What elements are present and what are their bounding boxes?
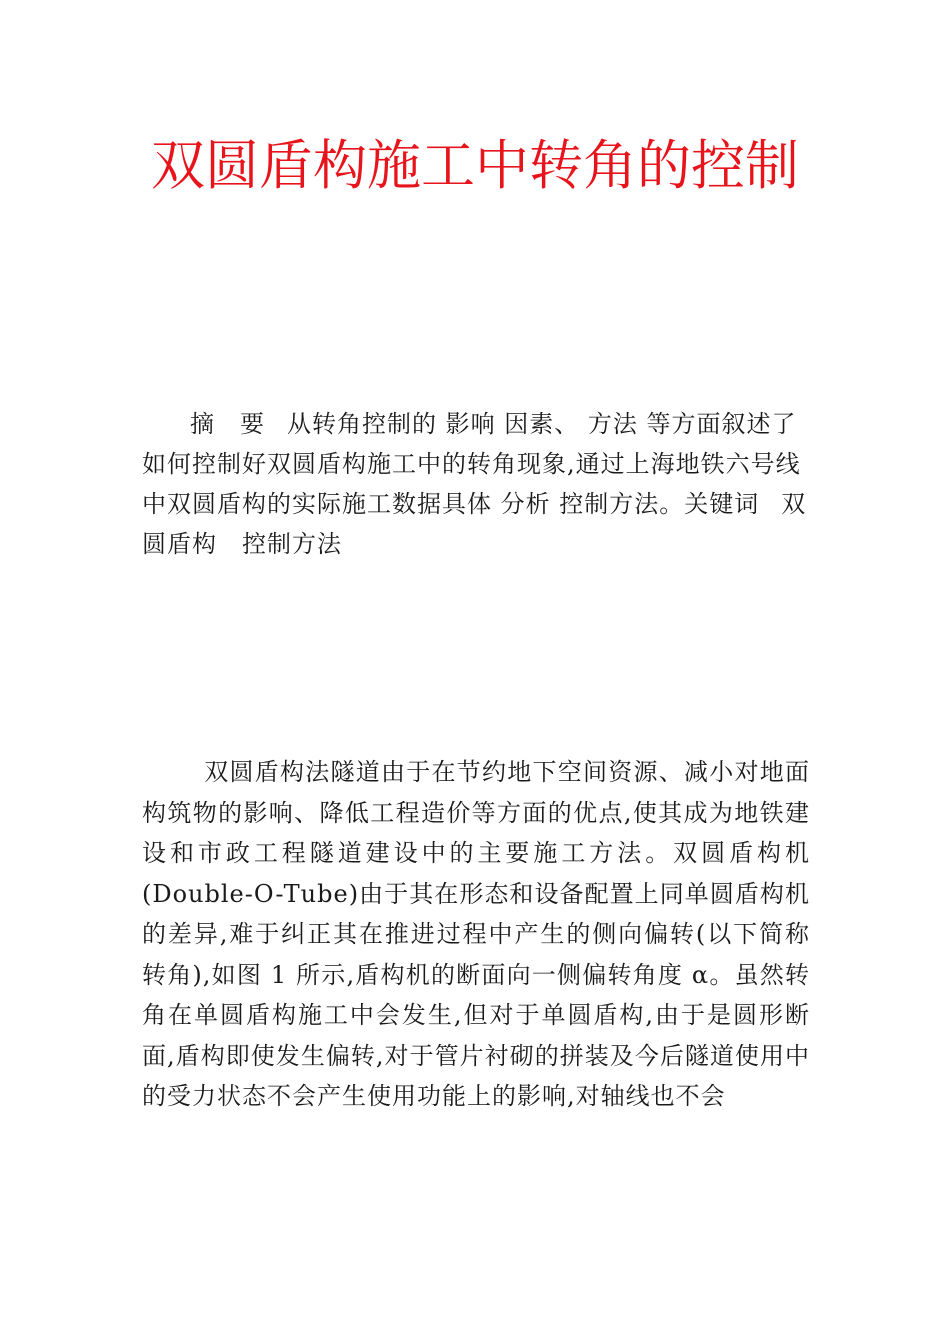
keywords-label: 关键词 <box>684 490 760 518</box>
abstract-label: 摘 要 <box>190 410 265 438</box>
document-title: 双圆盾构施工中转角的控制 <box>151 134 799 197</box>
body-paragraph-text: 双圆盾构法隧道由于在节约地下空间资源、减小对地面构筑物的影响、降低工程造价等方面的优点,使其成为地铁建设和市政工程隧道建设中的主要施工方法。双圆盾构机(Double-O-Tube)由于其在形态和设备配置上同单圆盾构机的差异,难于纠正其在推进过程中产生的侧向偏转(以下简称转角),如图 1 所示,盾构机的断面向一侧偏转角度 α。虽然转角在单圆盾构施工中会发生,但对于单圆盾构,由于是圆形断面,盾构即使发生偏转,对于管片衬砌的拼装及今后隧道使用中的受力状态不会产生使用功能上的影响,对轴线也不会 <box>142 758 810 1110</box>
body-paragraph <box>142 752 810 1117</box>
abstract-block <box>142 404 810 564</box>
abstract-text: 从转角控制的 影响 因素、 方法 等方面叙述了如何控制好双圆盾构施工中的转角现象,通过上海地铁六号线中双圆盾构的实际施工数据具体 分析 控制方法。 <box>142 410 801 518</box>
keywords-text: 双圆盾构 控制方法 <box>142 490 807 558</box>
